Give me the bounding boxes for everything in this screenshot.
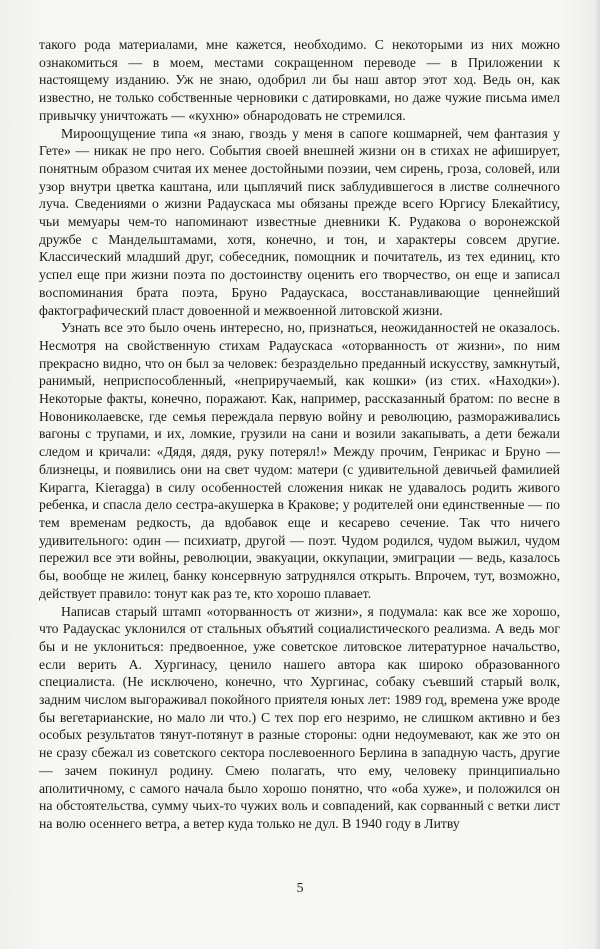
paragraph-3: Узнать все это было очень интересно, но, признаться, неожиданностей не оказалось. Несмотря на свойственную стихам Радаускаса «оторванность от жизни», по ним прекрасно видно, что он был за человек: безраздельно преданный искусству, замкнутый, ранимый, неприспособленный, «неприручаемый, как кошки» (из стих. «Находки»). Некоторые факты, конечно, поражают. Как, например, рассказанный братом: по весне в Новониколаевске, где семья переждала первую войну и революцию, размораживались вагоны с трупами, и их, ломкие, грузили на сани и возили закапывать, а дети бежали следом и кричали: «Дядя, дядя, руку потерял!» Между прочим, Генрикас и Бруно — близнецы, и появились они на свет чудом: матери (с удивительной девичьей фамилией Кирагга, Kieragga) в силу особенностей сложения никак не удавалось родить живого ребенка, и спасла дело сестра-акушерка в Кракове; у родителей они единственные — по тем временам редкость, да вдобавок еще и кесарево сечение. Так что ничего удивительного: один — психиатр, другой — поэт. Чудом родился, чудом выжил, чудом пережил все эти войны, революции, эвакуации, оккупации, эмиграции — ведь, казалось бы, вообще не жилец, банку консервную затруднялся открыть. Впрочем, тут, возможно, действует правило: тонут как раз те, кто хорошо плавает. (39, 320, 560, 601)
paragraph-1: такого рода материалами, мне кажется, необходимо. С некоторыми из них можно ознакомиться — в моем, местами сокращенном переводе — в Приложении к настоящему изданию. Уж не знаю, одобрил ли бы наш автор этот ход. Ведь он, как известно, не только собственные черновики с датировками, но даже чужие письма имел привычку уничтожать — «кухню» обнародовать не стремился. (39, 37, 560, 123)
paragraph-2: Мироощущение типа «я знаю, гвоздь у меня в сапоге кошмарней, чем фантазия у Гете» — никак не про него. События своей внешней жизни он в стихах не афиширует, понятным образом считая их менее достойными поэзии, чем сирень, гроза, соловей, или узор внутри цветка каштана, или цыплячий писк заблудившегося в листве солнечного луча. Сведениями о жизни Радаускаса мы обязаны прежде всего Юргису Блекайтису, чьи мемуары чем-то напоминают известные дневники К. Рудакова о воронежской дружбе с Мандельштамами, хотя, конечно, и тон, и характеры совсем другие. Классический младший друг, собеседник, помощник и почитатель, из тех единиц, кто успел еще при жизни поэта по достоинству оценить его творчество, он еще и записал воспоминания брата поэта, Бруно Радаускаса, восстанавливающие ценнейший фактографический пласт довоенной и межвоенной литовской жизни. (39, 125, 560, 318)
paragraph-4: Написав старый штамп «оторванность от жизни», я подумала: как все же хорошо, что Радаускас уклонился от стальных объятий социалистического реализма. А ведь мог бы и не уклониться: предвоенное, уже советское литовское литературное начальство, если верить А. Хургинасу, ценило нашего автора как широко образованного специалиста. (Не исключено, конечно, что Хургинас, собаку съевший старый волк, задним числом выгораживал покойного приятеля юных лет: 1989 год, времена уже вроде бы вегетарианские, но мало ли что.) С тех пор его незримо, не слишком активно и без особых результатов тянут-потянут в разные стороны: одни недоумевают, как же это он не сразу сбежал из советского сектора послевоенного Берлина в западную часть, другие — зачем покинул родину. Смею полагать, что ему, человеку принципиально аполитичному, с самого начала было хорошо понятно, что «оба хуже», и положился он на обстоятельства, сумму чьих-то чужих воль и совпадений, как сорванный с ветки лист на волю осеннего ветра, а ветер куда только не дул. В 1940 году в Литву (39, 603, 560, 831)
page-number: 5 (296, 880, 304, 895)
body-text (39, 36, 560, 833)
page-edge-shadow (594, 0, 600, 949)
